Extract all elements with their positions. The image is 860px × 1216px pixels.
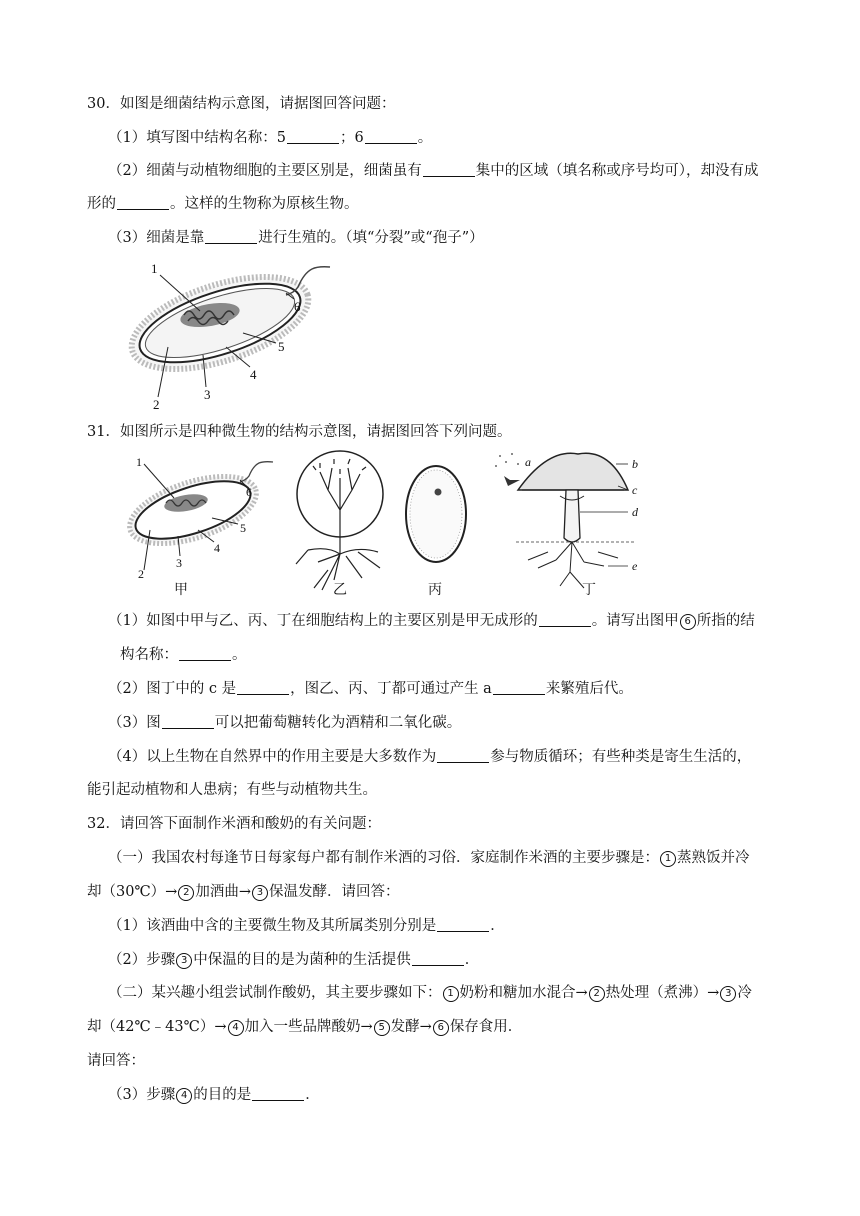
q32-s2-text: 热处理（煮沸）→	[605, 985, 720, 1001]
q32-section2	[108, 983, 752, 1003]
q31-part1-cont	[120, 645, 247, 665]
circled-number: 4	[228, 1020, 244, 1036]
bacterium-figure	[108, 255, 348, 413]
q32-p2-text: ．	[464, 952, 480, 968]
q30-part2	[108, 161, 758, 181]
figure-bing	[406, 466, 466, 562]
circled-number: 2	[589, 986, 605, 1002]
q32-s1-text: 蒸熟饭并冷	[677, 850, 750, 866]
q32-part1	[108, 916, 505, 936]
q30-p2-text: （2）细菌与动植物细胞的主要区别是，细菌虽有	[108, 163, 422, 179]
circled-number: 1	[443, 986, 459, 1002]
q32-section1	[108, 848, 750, 868]
circled-number: 2	[178, 885, 194, 901]
caption-bing: 丙	[428, 583, 442, 598]
q32-s2-text: （二）某兴趣小组尝试制作酸奶，其主要步骤如下：	[108, 985, 442, 1001]
q30-p1-text: 。	[417, 130, 433, 146]
q32-p1-text: （1）该酒曲中含的主要微生物及其所属类别分别是	[108, 918, 437, 934]
figure-yi	[296, 451, 383, 590]
label-5: 5	[278, 339, 285, 354]
bacterium-cell	[121, 258, 330, 387]
q31-p1-text: 。	[232, 647, 247, 663]
q31-p4-text: （4）以上生物在自然界中的作用主要是大多数作为	[108, 749, 437, 765]
q31-p1-text: 构名称：	[120, 647, 178, 663]
q30-part1	[108, 128, 432, 148]
jia-label-4: 4	[214, 541, 220, 555]
microbes-figure	[108, 450, 668, 602]
q30-p1-text: （1）填写图中结构名称：5	[108, 130, 286, 146]
q32-stem: 32．请回答下面制作米酒和酸奶的有关问题：	[87, 816, 381, 832]
q31-p1-text: 。请写出图甲	[591, 613, 679, 629]
circled-number: 3	[252, 885, 268, 901]
q31-p1-text: （1）如图中甲与乙、丙、丁在细胞结构上的主要区别是甲无成形的	[108, 613, 538, 629]
ding-label-c: c	[632, 483, 638, 497]
label-4: 4	[250, 367, 257, 382]
ding-label-a: a	[525, 455, 531, 469]
circled-number: 3	[720, 986, 736, 1002]
circled-number: 6	[433, 1020, 449, 1036]
answer-blank[interactable]	[252, 1086, 304, 1101]
q31-p3-text: （3）图	[108, 715, 161, 731]
q30-part2-cont	[87, 194, 359, 214]
q32-ask: 请回答：	[87, 1053, 145, 1069]
circled-number: 4	[176, 1088, 192, 1104]
q30-stem: 30．如图是细菌结构示意图，请据图回答问题：	[87, 96, 396, 112]
jia-label-5: 5	[240, 521, 246, 535]
ding-label-e: e	[632, 559, 638, 573]
q31-p2-text: ，图乙、丙、丁都可通过产生 a	[290, 681, 492, 697]
q31-part4-cont: 能引起动植物和人患病；有些与动植物共生。	[87, 782, 377, 798]
q32-s1-text: 加酒曲→	[195, 884, 251, 900]
q32-s1-text: （一）我国农村每逢节日每家每户都有制作米酒的习俗．家庭制作米酒的主要步骤是：	[108, 850, 659, 866]
figure-ding	[495, 453, 639, 588]
answer-blank[interactable]	[117, 195, 169, 210]
q32-s2-text: 保存食用．	[449, 1019, 523, 1035]
circled-number: 1	[660, 851, 676, 867]
q30-p2-text: 集中的区域（填名称或序号均可），却没有成	[475, 163, 759, 179]
q32-p3-text: ．	[305, 1087, 320, 1103]
label-3: 3	[204, 387, 211, 402]
q32-s2-text: 加入一些品牌酸奶→	[244, 1019, 373, 1035]
label-6: 6	[294, 299, 301, 314]
answer-blank[interactable]	[237, 680, 289, 695]
q30-p3-text: （3）细菌是靠	[108, 230, 205, 246]
q31-part1	[108, 611, 755, 631]
q31-p3-text: 可以把葡萄糖转化为酒精和二氧化碳。	[214, 715, 462, 731]
q31-part2	[108, 679, 633, 699]
q32-p2-text: 中保温的目的是为菌种的生活提供	[193, 952, 411, 968]
answer-blank[interactable]	[437, 917, 489, 932]
q31-p2-text: 来繁殖后代。	[545, 681, 633, 697]
q31-p1-text: 所指的结	[696, 613, 755, 629]
q32-s1-text: 却（30℃）→	[87, 884, 178, 900]
answer-blank[interactable]	[423, 162, 475, 177]
q30-p3-text: 进行生殖的。（填“分裂”或“孢子”）	[258, 230, 484, 246]
jia-label-3: 3	[176, 556, 182, 570]
figure-jia	[122, 455, 273, 581]
q30-part3	[108, 228, 484, 248]
circled-number: 5	[374, 1020, 390, 1036]
label-1: 1	[151, 261, 158, 276]
answer-blank[interactable]	[365, 129, 417, 144]
circled-number: 6	[680, 614, 696, 630]
spore-arrow	[504, 476, 520, 486]
caption-jia: 甲	[174, 583, 188, 598]
q31-p4-text: 参与物质循环；有些种类是寄生生活的，	[490, 749, 752, 765]
jia-label-1: 1	[136, 455, 142, 469]
answer-blank[interactable]	[162, 714, 214, 729]
answer-blank[interactable]	[493, 680, 545, 695]
caption-ding: 丁	[582, 583, 596, 598]
q31-part4	[108, 747, 751, 767]
q30-p1-text: ；6	[339, 130, 364, 146]
answer-blank[interactable]	[437, 748, 489, 763]
label-2: 2	[153, 397, 160, 412]
circled-number: 3	[176, 953, 192, 969]
q32-section1-cont	[87, 882, 399, 902]
q32-part2	[108, 950, 479, 970]
q32-p1-text: ．	[490, 918, 505, 934]
answer-blank[interactable]	[539, 612, 591, 627]
ding-label-d: d	[632, 505, 638, 519]
q31-p2-text: （2）图丁中的 c 是	[108, 681, 237, 697]
jia-label-6: 6	[246, 485, 252, 499]
answer-blank[interactable]	[287, 129, 339, 144]
q32-part3	[108, 1085, 320, 1105]
q32-p3-text: （3）步骤	[108, 1087, 176, 1103]
q30-p2-text: 形的	[87, 196, 116, 212]
q32-s2-text: 奶粉和糖加水混合→	[459, 985, 588, 1001]
ding-label-b: b	[632, 457, 638, 471]
q31-stem: 31．如图所示是四种微生物的结构示意图，请据图回答下列问题。	[87, 424, 512, 440]
q32-p3-text: 的目的是	[193, 1087, 252, 1103]
q32-s2-text: 冷	[737, 985, 752, 1001]
q32-s1-text: 保温发酵．请回答：	[268, 884, 400, 900]
jia-label-2: 2	[138, 567, 144, 581]
q32-s2-text: 却（42℃﹣43℃）→	[87, 1019, 227, 1035]
q32-p2-text: （2）步骤	[108, 952, 176, 968]
caption-yi: 乙	[333, 583, 347, 598]
answer-blank[interactable]	[179, 646, 231, 661]
answer-blank[interactable]	[205, 229, 257, 244]
q32-s2-text: 发酵→	[390, 1019, 432, 1035]
q31-part3	[108, 713, 461, 733]
q32-section2-cont	[87, 1017, 522, 1037]
q30-p2-text: 。这样的生物称为原核生物。	[170, 196, 359, 212]
answer-blank[interactable]	[412, 951, 464, 966]
